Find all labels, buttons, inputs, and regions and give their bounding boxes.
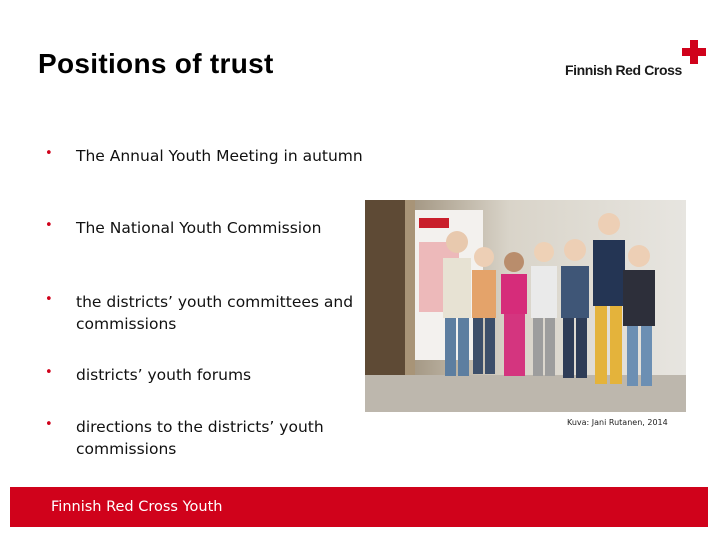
footer-bar	[10, 487, 708, 527]
bullet-text: directions to the districts’ youth commissions	[76, 418, 324, 458]
bullet-dot: •	[45, 146, 53, 161]
photo-caption: Kuva: Jani Rutanen, 2014	[567, 418, 668, 427]
red-cross-icon	[682, 40, 706, 64]
bullet-dot: •	[45, 218, 53, 233]
footer-text: Finnish Red Cross Youth	[51, 499, 223, 515]
group-photo-illustration	[365, 200, 686, 412]
bullet-dot: •	[45, 292, 53, 307]
bullet-text: the districts’ youth committees and commissions	[76, 293, 354, 333]
bullet-text: districts’ youth forums	[76, 366, 252, 384]
bullet-dot: •	[45, 417, 53, 432]
logo-text: Finnish Red Cross	[565, 62, 682, 78]
bullet-text: The National Youth Commission	[76, 219, 322, 237]
slide-title: Positions of trust	[38, 48, 274, 79]
bullet-dot: •	[45, 365, 53, 380]
finnish-red-cross-logo	[565, 40, 710, 80]
group-photo	[365, 200, 686, 412]
bullet-text: The Annual Youth Meeting in autumn	[76, 147, 363, 165]
